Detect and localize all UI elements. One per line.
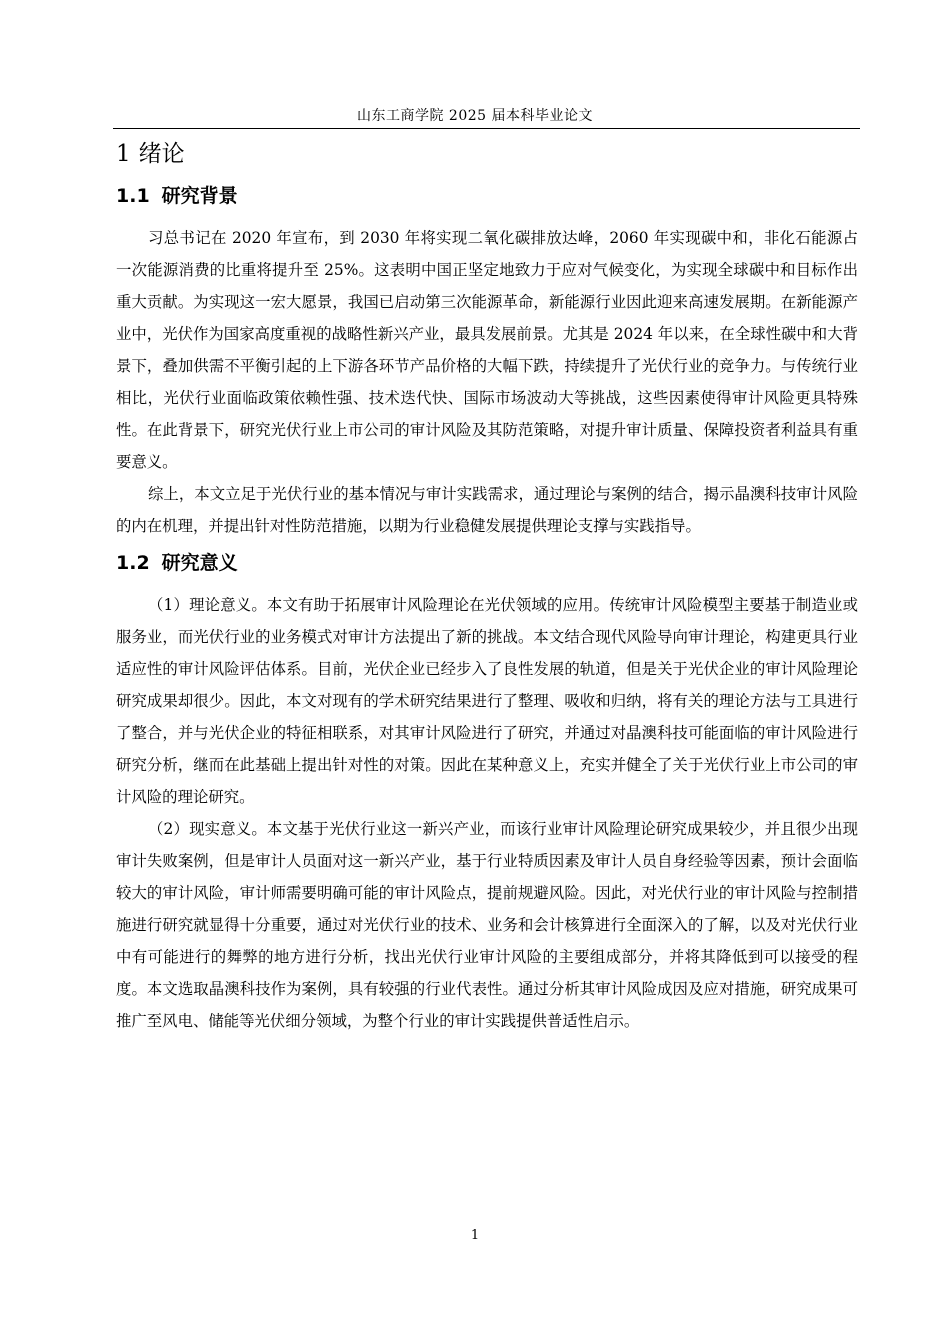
paragraph: （1）理论意义。本文有助于拓展审计风险理论在光伏领域的应用。传统审计风险模型主要基于制造业或服务业，而光伏行业的业务模式对审计方法提出了新的挑战。本文结合现代风险导向审计理论，构建更具行业适应性的审计风险评估体系。目前，光伏企业已经步入了良性发展的轨道，但是关于光伏企业的审计风险理论研究成果却很少。因此，本文对现有的学术研究结果进行了整理、吸收和归纳，将有关的理论方法与工具进行了整合，并与光伏企业的特征相联系，对其审计风险进行了研究，并通过对晶澳科技可能面临的审计风险进行研究分析，继而在此基础上提出针对性的对策。因此在某种意义上，充实并健全了关于光伏行业上市公司的审计风险的理论研究。	[116, 596, 858, 806]
paragraph: （2）现实意义。本文基于光伏行业这一新兴产业，而该行业审计风险理论研究成果较少，并且很少出现审计失败案例，但是审计人员面对这一新兴产业，基于行业特质因素及审计人员自身经验等因素，预计会面临较大的审计风险，审计师需要明确可能的审计风险点，提前规避风险。因此，对光伏行业的审计风险与控制措施进行研究就显得十分重要，通过对光伏行业的技术、业务和会计核算进行全面深入的了解，以及对光伏行业中有可能进行的舞弊的地方进行分析，找出光伏行业审计风险的主要组成部分，并将其降低到可以接受的程度。本文选取晶澳科技作为案例，具有较强的行业代表性。通过分析其审计风险成因及应对措施，研究成果可推广至风电、储能等光伏细分领域，为整个行业的审计实践提供普适性启示。	[116, 820, 858, 1030]
section-number: 1.2	[116, 552, 150, 574]
chapter-heading	[116, 138, 858, 170]
header-divider	[113, 128, 860, 129]
section-research-significance	[116, 548, 858, 1037]
section-heading	[116, 548, 858, 578]
section-title: 研究意义	[161, 552, 238, 574]
section-title: 研究背景	[161, 185, 238, 207]
chapter-title: 绪论	[138, 141, 185, 167]
body-content	[116, 138, 858, 1037]
paragraph: 综上，本文立足于光伏行业的基本情况与审计实践需求，通过理论与案例的结合，揭示晶澳科技审计风险的内在机理，并提出针对性防范措施，以期为行业稳健发展提供理论支撑与实践指导。	[116, 485, 858, 535]
paragraph: 习总书记在 2020 年宣布，到 2030 年将实现二氧化碳排放达峰，2060 年实现碳中和，非化石能源占一次能源消费的比重将提升至 25%。这表明中国正坚定地致力于应对气候变化，为实现全球碳中和目标作出重大贡献。为实现这一宏大愿景，我国已启动第三次能源革命，新能源行业因此迎来高速发展期。在新能源产业中，光伏作为国家高度重视的战略性新兴产业，最具发展前景。尤其是 2024 年以来，在全球性碳中和大背景下，叠加供需不平衡引起的上下游各环节产品价格的大幅下跌，持续提升了光伏行业的竞争力。与传统行业相比，光伏行业面临政策依赖性强、技术迭代快、国际市场波动大等挑战，这些因素使得审计风险更具特殊性。在此背景下，研究光伏行业上市公司的审计风险及其防范策略，对提升审计质量、保障投资者利益具有重要意义。	[116, 229, 858, 471]
section-research-background	[116, 181, 858, 542]
running-header: 山东工商学院 2025 届本科毕业论文	[356, 108, 594, 124]
page-number: 1	[470, 1228, 480, 1243]
section-heading	[116, 181, 858, 211]
chapter-number: 1	[116, 141, 131, 167]
section-number: 1.1	[116, 185, 150, 207]
